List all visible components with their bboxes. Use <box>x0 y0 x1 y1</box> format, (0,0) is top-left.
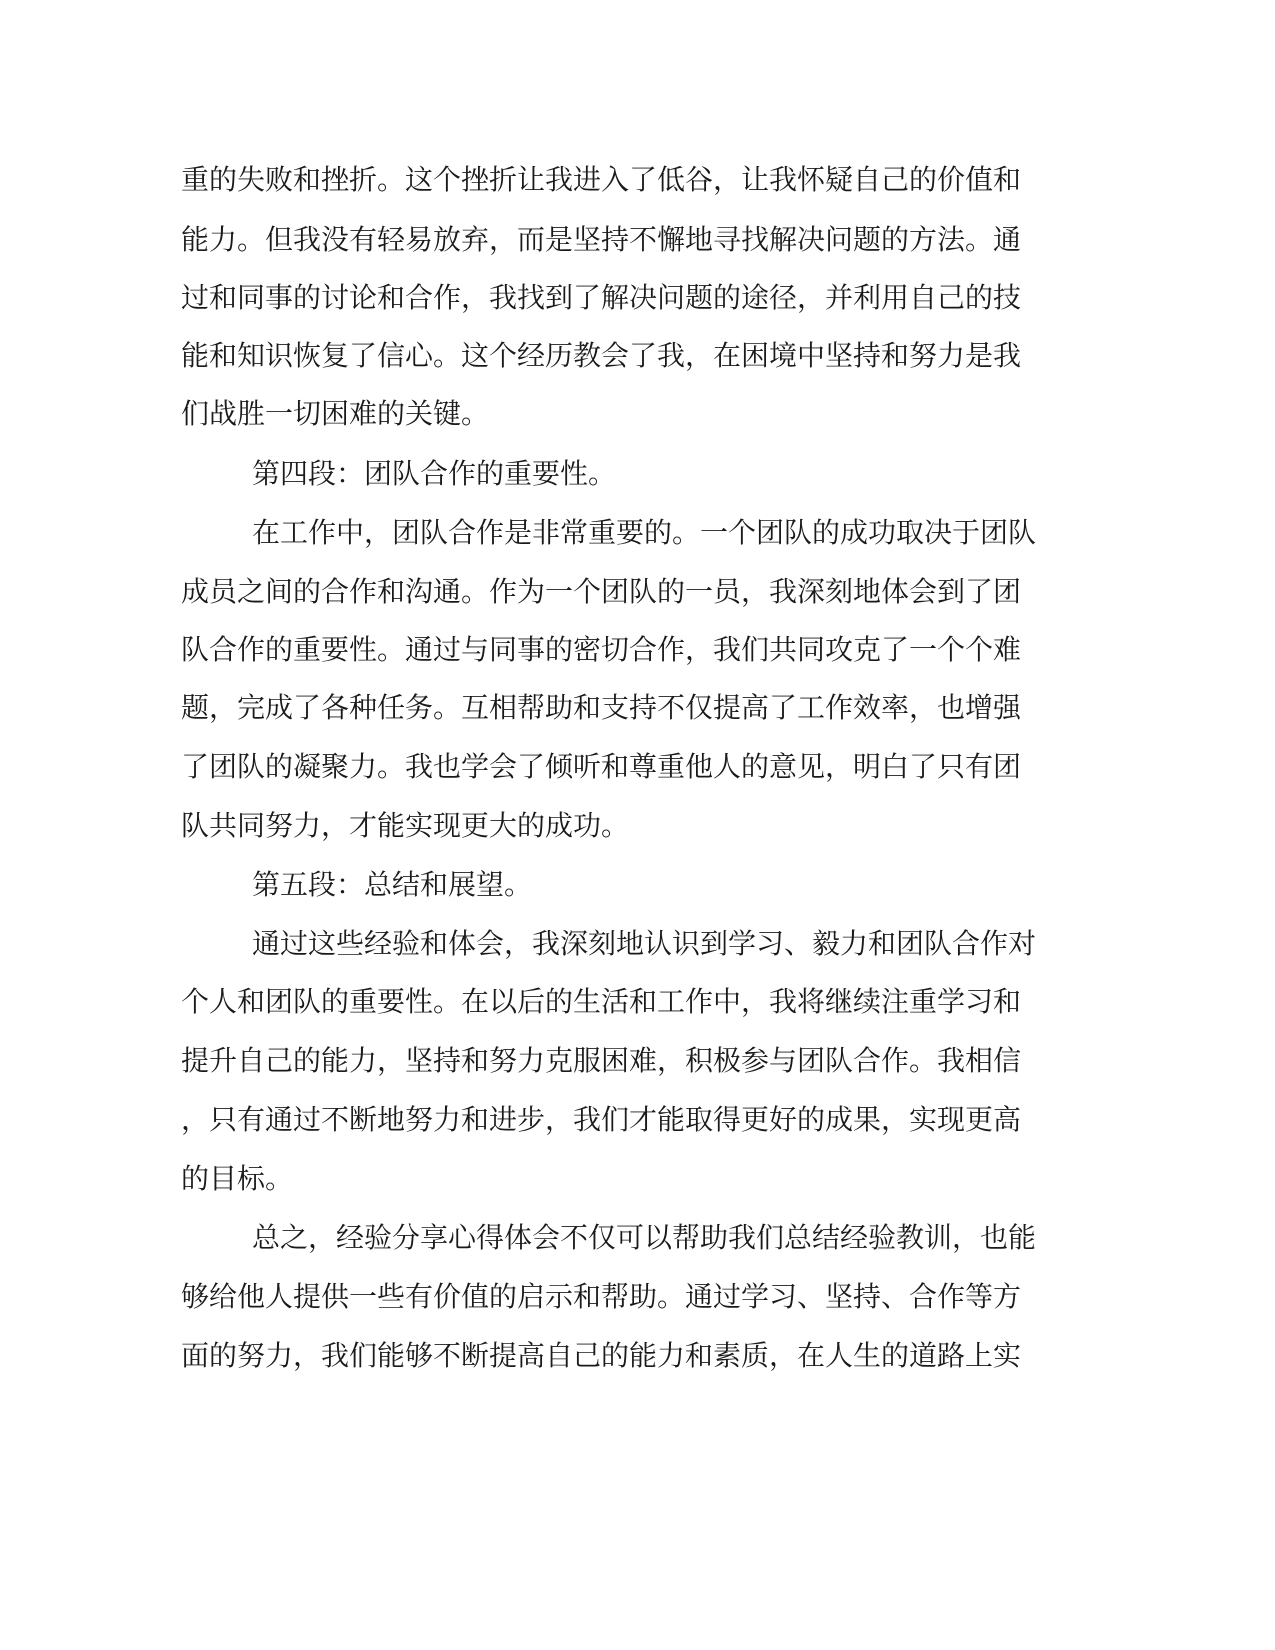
text-line: 们战胜一切困难的关键。 <box>181 397 490 430</box>
section-heading: 第五段：总结和展望。 <box>252 868 533 901</box>
text-line: 过和同事的讨论和合作，我找到了解决问题的途径，并利用自己的技 <box>181 281 1022 314</box>
text-line: 题，完成了各种任务。互相帮助和支持不仅提高了工作效率，也增强 <box>181 691 1022 724</box>
text-line: 能力。但我没有轻易放弃，而是坚持不懈地寻找解决问题的方法。通 <box>181 223 1022 256</box>
text-line: 能和知识恢复了信心。这个经历教会了我，在困境中坚持和努力是我 <box>181 339 1022 372</box>
text-line: 面的努力，我们能够不断提高自己的能力和素质，在人生的道路上实 <box>181 1339 1022 1372</box>
text-line: 总之，经验分享心得体会不仅可以帮助我们总结经验教训，也能 <box>252 1221 1037 1254</box>
text-line: 提升自己的能力，坚持和努力克服困难，积极参与团队合作。我相信 <box>181 1044 1022 1077</box>
section-heading: 第四段：团队合作的重要性。 <box>252 457 617 490</box>
text-line: ，只有通过不断地努力和进步，我们才能取得更好的成果，实现更高 <box>181 1103 1022 1136</box>
text-line: 队合作的重要性。通过与同事的密切合作，我们共同攻克了一个个难 <box>181 633 1022 666</box>
text-line: 在工作中，团队合作是非常重要的。一个团队的成功取决于团队 <box>252 516 1037 549</box>
text-line: 个人和团队的重要性。在以后的生活和工作中，我将继续注重学习和 <box>181 985 1022 1018</box>
text-line: 成员之间的合作和沟通。作为一个团队的一员，我深刻地体会到了团 <box>181 575 1022 608</box>
text-line: 的目标。 <box>181 1162 294 1195</box>
text-line: 重的失败和挫折。这个挫折让我进入了低谷，让我怀疑自己的价值和 <box>181 163 1022 196</box>
text-line: 了团队的凝聚力。我也学会了倾听和尊重他人的意见，明白了只有团 <box>181 750 1022 783</box>
text-line: 够给他人提供一些有价值的启示和帮助。通过学习、坚持、合作等方 <box>181 1280 1022 1313</box>
text-line: 通过这些经验和体会，我深刻地认识到学习、毅力和团队合作对 <box>252 927 1037 960</box>
text-line: 队共同努力，才能实现更大的成功。 <box>181 809 630 842</box>
